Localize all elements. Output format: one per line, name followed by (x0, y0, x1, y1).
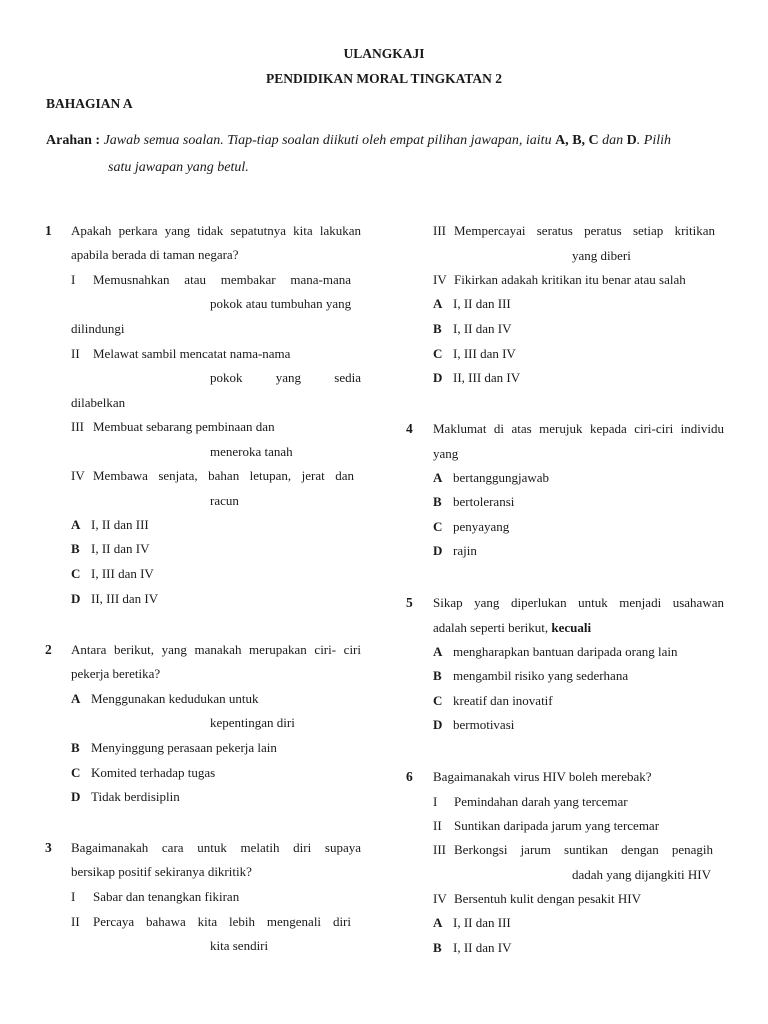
roman-label: II (433, 818, 442, 833)
question-number: 4 (406, 421, 413, 436)
question-stem: Antara berikut, yang manakah merupakan ciri- ciri (71, 642, 361, 657)
answer-option-b[interactable]: B mengambil risiko yang sederhana (433, 668, 629, 683)
statement-text: Fikirkan adakah kritikan itu benar atau salah (454, 272, 686, 287)
question-stem: pekerja beretika? (71, 666, 161, 681)
question-number: 1 (45, 223, 52, 238)
answer-option-a[interactable]: A mengharapkan bantuan daripada orang lain (433, 644, 678, 659)
answer-option-d[interactable]: D II, III dan IV (433, 370, 521, 385)
instruction-line-1 (46, 133, 671, 149)
instruction-text-1: Jawab semua soalan. Tiap-tiap soalan diikuti oleh empat pilihan jawapan, iaitu (103, 133, 552, 148)
instruction-option-b: B, (572, 133, 586, 148)
roman-label: IV (433, 891, 447, 906)
instruction-option-c: C (588, 133, 599, 148)
statement-text: pokok yang sedia (210, 370, 361, 385)
statement-text: Berkongsi jarum suntikan dengan penagih (454, 842, 713, 857)
answer-option-a-continued: kepentingan diri (210, 715, 295, 730)
question-stem: Maklumat di atas merujuk kepada ciri-ciri individu (433, 421, 724, 436)
answer-option-a[interactable]: A bertanggungjawab (433, 470, 550, 485)
roman-label: IV (433, 272, 447, 287)
statement-text: pokok atau tumbuhan yang (210, 296, 352, 311)
roman-label: II (71, 346, 80, 361)
instruction-option-a: A, (555, 133, 569, 148)
answer-option-c[interactable]: C penyayang (433, 519, 510, 534)
statement-text: racun (210, 493, 239, 508)
roman-label: I (71, 272, 76, 287)
statement-text: Melawat sambil mencatat nama-nama (93, 346, 291, 361)
answer-option-d[interactable]: D bermotivasi (433, 717, 515, 732)
emphasis-kecuali: kecuali (551, 620, 592, 635)
statement-text: dilindungi (71, 321, 125, 336)
question-number: 6 (406, 769, 413, 784)
statement-text: Bersentuh kulit dengan pesakit HIV (454, 891, 642, 906)
question-stem: apabila berada di taman negara? (71, 247, 239, 262)
statement-text: Sabar dan tenangkan fikiran (93, 889, 240, 904)
question-number: 5 (406, 595, 413, 610)
answer-option-b[interactable]: B I, II dan IV (71, 541, 150, 556)
answer-option-c[interactable]: C I, III dan IV (433, 346, 516, 361)
answer-option-d[interactable]: D Tidak berdisiplin (71, 789, 180, 804)
instruction-option-d: D (626, 133, 637, 148)
roman-label: III (71, 419, 84, 434)
document-title: ULANGKAJI (343, 46, 425, 61)
statement-text: Memusnahkan atau membakar mana-mana (93, 272, 351, 287)
roman-label: I (433, 794, 438, 809)
question-number: 2 (45, 642, 52, 657)
instruction-dan: dan (602, 133, 624, 148)
answer-option-a[interactable]: A I, II dan III (433, 296, 511, 311)
answer-option-b[interactable]: B bertoleransi (433, 494, 515, 509)
answer-option-d[interactable]: D rajin (433, 543, 477, 558)
instruction-line-2: satu jawapan yang betul. (108, 160, 249, 175)
statement-text: Membuat sebarang pembinaan dan (93, 419, 275, 434)
statement-text: Percaya bahawa kita lebih mengenali diri (93, 914, 351, 929)
question-stem: bersikap positif sekiranya dikritik? (71, 864, 252, 879)
statement-text: yang diberi (572, 248, 631, 263)
document-subtitle: PENDIDIKAN MORAL TINGKATAN 2 (266, 71, 502, 86)
answer-option-a[interactable]: A I, II dan III (71, 517, 149, 532)
question-stem: adalah seperti berikut, kecuali (433, 620, 592, 635)
roman-label: II (71, 914, 80, 929)
question-stem: Bagaimanakah virus HIV boleh merebak? (433, 769, 652, 784)
statement-text: meneroka tanah (210, 444, 293, 459)
answer-option-c[interactable]: C Komited terhadap tugas (71, 765, 216, 780)
answer-option-c[interactable]: C kreatif dan inovatif (433, 693, 553, 708)
answer-option-b[interactable]: B I, II dan IV (433, 321, 512, 336)
answer-option-b[interactable]: B Menyinggung perasaan pekerja lain (71, 740, 277, 755)
question-stem: Sikap yang diperlukan untuk menjadi usahawan (433, 595, 724, 610)
question-stem: Apakah perkara yang tidak sepatutnya kita lakukan (71, 223, 361, 238)
statement-text: dadah yang dijangkiti HIV (572, 867, 711, 882)
roman-label: III (433, 842, 446, 857)
statement-text: dilabelkan (71, 395, 126, 410)
question-number: 3 (45, 840, 52, 855)
answer-option-a[interactable]: A Menggunakan kedudukan untuk (71, 691, 259, 706)
roman-label: III (433, 223, 446, 238)
statement-text: Suntikan daripada jarum yang tercemar (454, 818, 660, 833)
roman-label: IV (71, 468, 85, 483)
roman-label: I (71, 889, 76, 904)
question-stem: yang (433, 446, 459, 461)
statement-text: Mempercayai seratus peratus setiap kritikan (454, 223, 715, 238)
answer-option-b[interactable]: B I, II dan IV (433, 940, 512, 955)
answer-option-d[interactable]: D II, III dan IV (71, 591, 159, 606)
statement-text: Pemindahan darah yang tercemar (454, 794, 628, 809)
answer-option-c[interactable]: C I, III dan IV (71, 566, 154, 581)
statement-text: Membawa senjata, bahan letupan, jerat dan (93, 468, 354, 483)
instruction-label: Arahan : (46, 133, 101, 148)
answer-option-a[interactable]: A I, II dan III (433, 915, 511, 930)
section-heading: BAHAGIAN A (46, 96, 133, 111)
instruction-text-2: . Pilih (636, 133, 672, 148)
question-stem: Bagaimanakah cara untuk melatih diri supaya (71, 840, 361, 855)
statement-text: kita sendiri (210, 938, 269, 953)
